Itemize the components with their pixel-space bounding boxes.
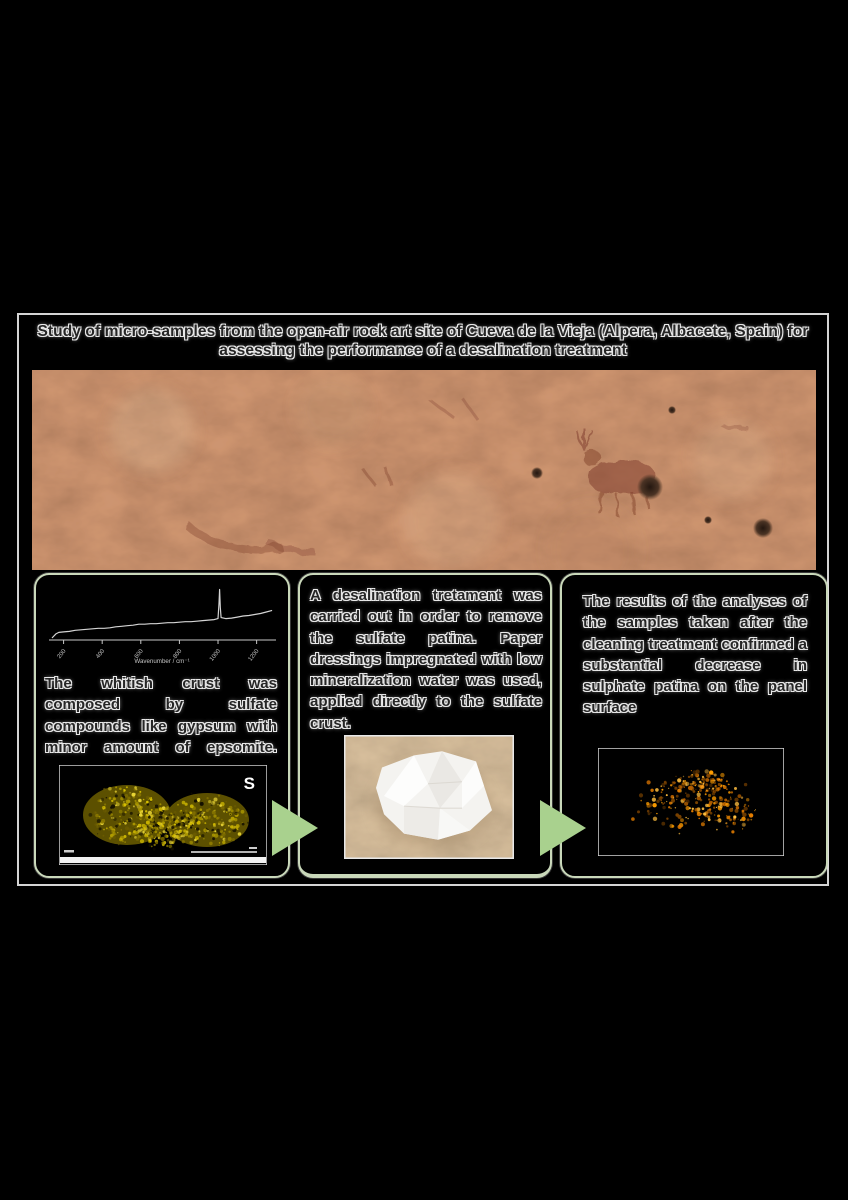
poster-title: Study of micro-samples from the open-air rock art site of Cueva de la Vieja (Alpera, Albacete, Spain) for assessing the performance of a desalination treatment <box>37 323 809 359</box>
sulfur-map-before <box>59 765 267 865</box>
svg-text:1000: 1000 <box>209 648 222 663</box>
crust-analysis-text: The whitish crust was composed by sulfate compounds like gypsum with minor amount of epsomite. <box>45 675 277 756</box>
panel-results <box>560 573 828 878</box>
svg-text:800: 800 <box>172 648 184 660</box>
after-map-background <box>598 748 784 856</box>
spectrum-chart <box>42 583 282 665</box>
sulfur-element-label: S <box>243 774 255 793</box>
svg-text:600: 600 <box>133 648 145 660</box>
treatment-text: A desalination tretament was carried out in order to remove the sulfate patina. Paper dressings impregnated with low mineralization water was used, applied directly to the sulfate crust. <box>310 587 542 732</box>
svg-text:1200: 1200 <box>247 648 261 663</box>
panel-desalination-treatment <box>298 573 552 878</box>
panel-crust-analysis <box>34 573 290 878</box>
svg-text:400: 400 <box>95 648 107 660</box>
svg-text:Wavenumber / cm⁻¹: Wavenumber / cm⁻¹ <box>134 658 190 665</box>
sulfur-map-after <box>598 748 784 856</box>
rock-art-photo <box>32 370 816 570</box>
poster-frame <box>17 313 829 886</box>
results-text: The results of the analyses of the samples taken after the cleaning treatment confirmed a substantial decrease in sulphate patina on the panel surface <box>583 593 807 717</box>
svg-text:200: 200 <box>56 648 68 660</box>
paper-dressing-photo <box>344 735 514 859</box>
